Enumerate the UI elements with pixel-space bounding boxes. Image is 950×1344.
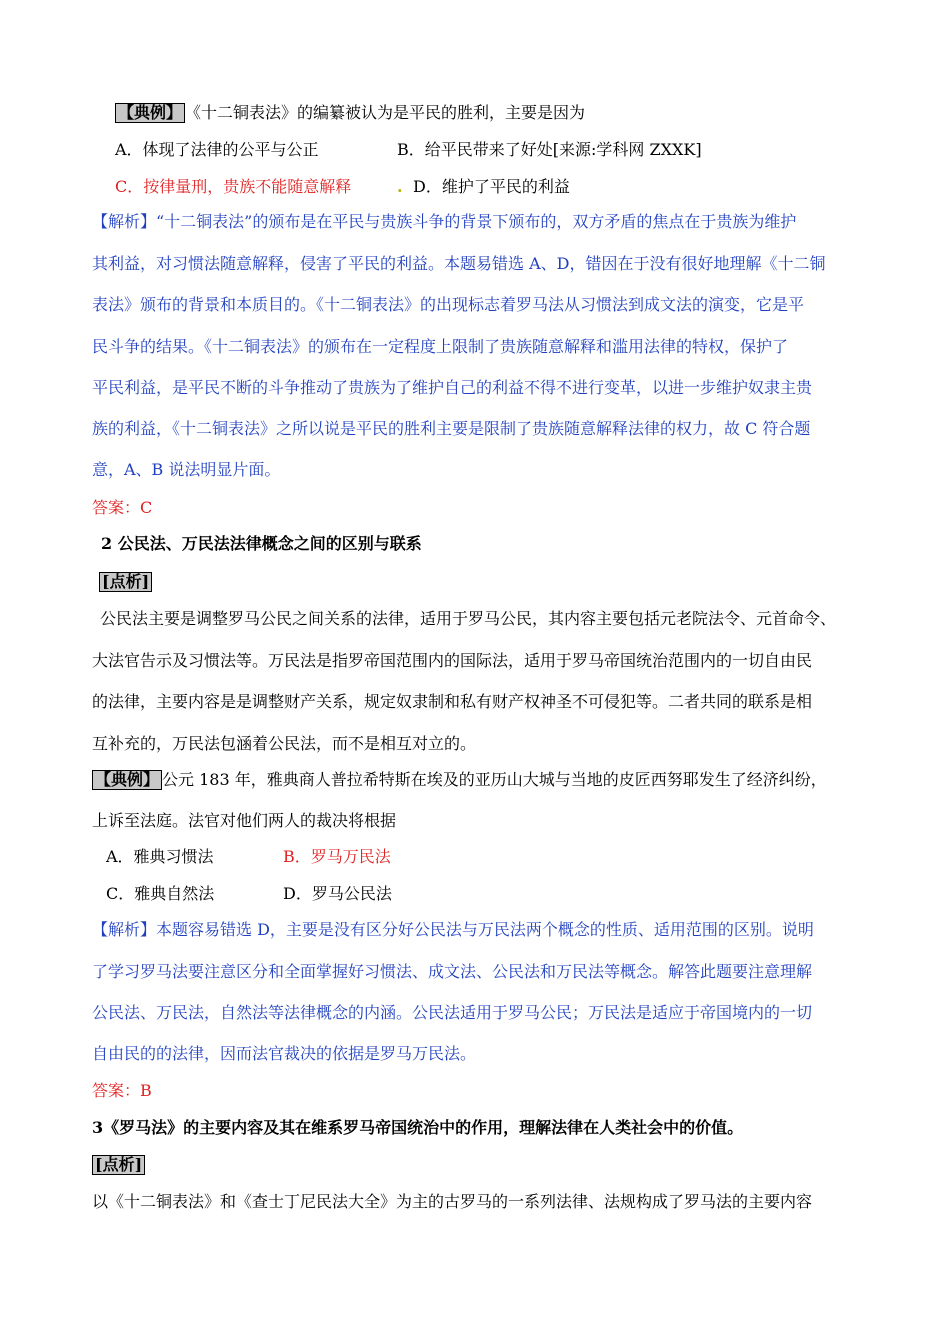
section2-text-line-4: 互补充的，万民法包涵着公民法，而不是相互对立的。 (92, 734, 477, 753)
example2-option-a: A．雅典习惯法 (106, 847, 214, 866)
section3-tag-line (92, 1154, 145, 1176)
example1-answer: 答案：C (92, 498, 153, 517)
example-tag: 【典例】 (92, 770, 162, 790)
option-mark: . (397, 177, 403, 196)
example2-question-line-2: 上诉至法庭。法官对他们两人的裁决将根据 (92, 811, 397, 830)
example1-analysis-line-2: 其利益，对习惯法随意解释，侵害了平民的利益。本题易错选 A、D，错因在于没有很好地理解《十二铜 (92, 254, 826, 273)
section3-title: 3《罗马法》的主要内容及其在维系罗马帝国统治中的作用，理解法律在人类社会中的价值。 (92, 1118, 744, 1137)
example2-option-d: D．罗马公民法 (283, 884, 392, 903)
example1-analysis-line-6: 族的利益，《十二铜表法》之所以说是平民的胜利主要是限制了贵族随意解释法律的权力，故 C 符合题 (92, 419, 811, 438)
example1-question-line (115, 102, 585, 124)
example1-question: 《十二铜表法》的编纂被认为是平民的胜利，主要是因为 (185, 103, 586, 122)
example1-analysis-line-3: 表法》颁布的背景和本质目的。《十二铜表法》的出现标志着罗马法从习惯法到成文法的演变，它是平 (92, 295, 805, 314)
example2-option-b: B．罗马万民法 (283, 847, 391, 866)
section2-text-line-2: 大法官告示及习惯法等。万民法是指罗帝国范围内的国际法，适用于罗马帝国统治范围内的一切自由民 (92, 651, 813, 670)
example1-option-c: C．按律量刑，贵族不能随意解释 (115, 177, 352, 196)
example2-analysis-line-1: 【解析】本题容易错选 D，主要是没有区分好公民法与万民法两个概念的性质、适用范围的区别。说明 (92, 920, 814, 939)
example1-analysis-line-1: 【解析】“十二铜表法”的颁布是在平民与贵族斗争的背景下颁布的，双方矛盾的焦点在于贵族为维护 (92, 212, 797, 231)
analysis-tag: [点析] (92, 1155, 145, 1175)
example2-analysis-line-3: 公民法、万民法，自然法等法律概念的内涵。公民法适用于罗马公民；万民法是适应于帝国境内的一切 (92, 1003, 813, 1022)
example1-analysis-line-7: 意，A、B 说法明显片面。 (92, 460, 281, 479)
example2-analysis-line-4: 自由民的的法律，因而法官裁决的依据是罗马万民法。 (92, 1044, 477, 1063)
example2-question: 公元 183 年，雅典商人普拉希特斯在埃及的亚历山大城与当地的皮匠西努耶发生了经济纠纷， (162, 770, 827, 789)
example2-answer: 答案：B (92, 1081, 152, 1100)
section2-text-line-1: 公民法主要是调整罗马公民之间关系的法律，适用于罗马公民，其内容主要包括元老院法令、元首命令、 (100, 609, 837, 628)
example1-analysis-line-5: 平民利益，是平民不断的斗争推动了贵族为了维护自己的利益不得不进行变革，以进一步维护奴隶主贵 (92, 378, 813, 397)
section2-title: 2 公民法、万民法法律概念之间的区别与联系 (101, 534, 422, 553)
example1-option-a: A．体现了法律的公平与公正 (115, 140, 319, 159)
example-tag: 【典例】 (115, 103, 185, 123)
section2-tag-line (99, 571, 152, 593)
example2-analysis-line-2: 了学习罗马法要注意区分和全面掌握好习惯法、成文法、公民法和万民法等概念。解答此题要注意理解 (92, 962, 813, 981)
example2-question-line-1 (92, 769, 827, 791)
section2-text-line-3: 的法律，主要内容是是调整财产关系，规定奴隶制和私有财产权神圣不可侵犯等。二者共同的联系是相 (92, 692, 813, 711)
example1-option-b: B．给平民带来了好处[来源:学科网 ZXXK] (397, 140, 702, 159)
section3-text-line-1: 以《十二铜表法》和《查士丁尼民法大全》为主的古罗马的一系列法律、法规构成了罗马法的主要内容 (92, 1192, 813, 1211)
analysis-tag: [点析] (99, 572, 152, 592)
example2-option-c: C．雅典自然法 (106, 884, 215, 903)
example1-option-d: D．维护了平民的利益 (413, 177, 570, 196)
example1-analysis-line-4: 民斗争的结果。《十二铜表法》的颁布在一定程度上限制了贵族随意解释和滥用法律的特权，保护了 (92, 337, 789, 356)
